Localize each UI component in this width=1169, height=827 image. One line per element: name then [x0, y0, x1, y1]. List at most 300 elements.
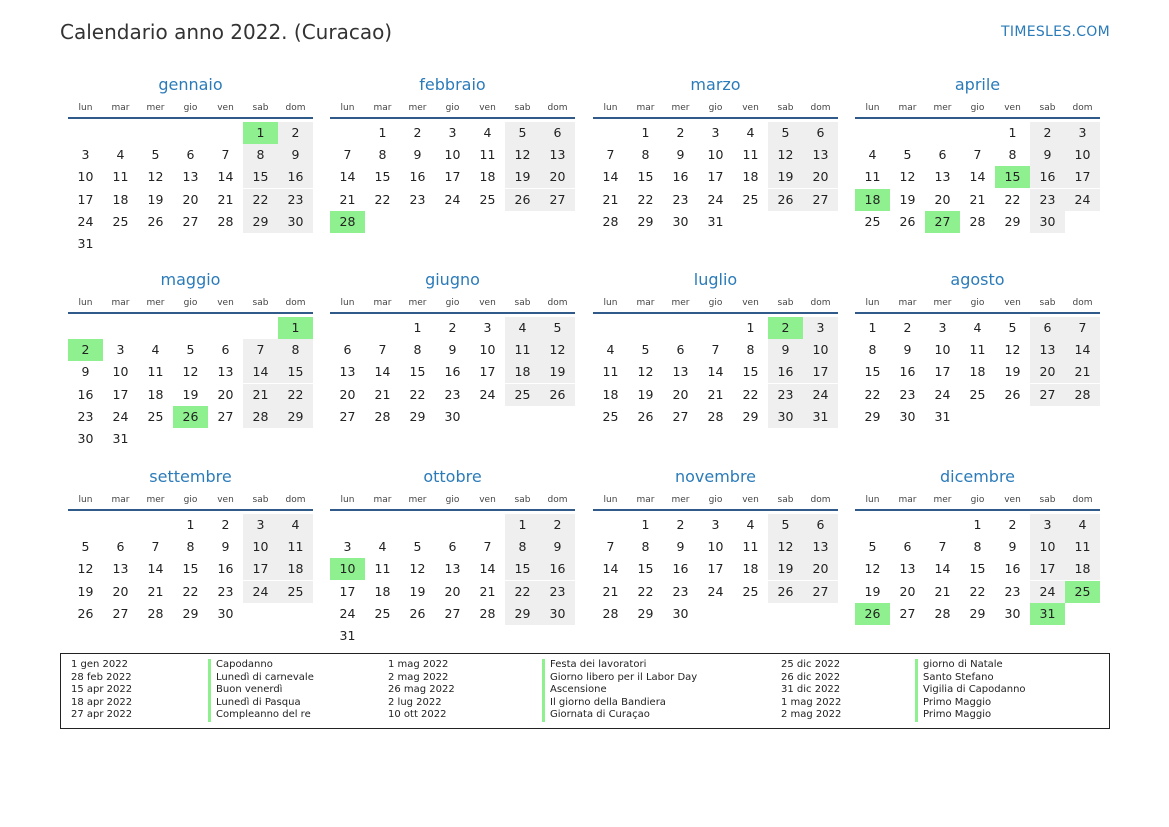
legend-holiday-name: Buon venerdì	[208, 684, 314, 697]
day-cell: 22	[505, 581, 540, 603]
day-cell: 10	[1065, 144, 1100, 166]
weekday-header: ven	[217, 495, 234, 505]
day-cell: 14	[602, 169, 619, 185]
day-cell: 5	[81, 539, 90, 555]
day-cell: 6	[186, 147, 195, 163]
day-cell: 19	[505, 166, 540, 188]
month-name: gennaio	[158, 75, 223, 94]
day-cell: 14	[969, 169, 986, 185]
holiday-day-cell: 25	[1065, 581, 1100, 603]
weekday-header: dom	[285, 103, 306, 113]
weekday-header: ven	[742, 298, 759, 308]
day-cell: 23	[77, 408, 94, 424]
legend-dates-col-3	[781, 659, 841, 722]
day-cell: 20	[540, 166, 575, 188]
day-cell: 10	[934, 342, 951, 358]
weekday-header: gio	[183, 298, 198, 308]
weekday-header: dom	[285, 495, 306, 505]
day-cell: 21	[339, 191, 356, 207]
weekday-header: ven	[479, 298, 496, 308]
day-cell: 28	[707, 408, 724, 424]
day-cell: 30	[768, 406, 803, 428]
month-name: luglio	[693, 270, 738, 289]
day-cell: 21	[243, 384, 278, 406]
day-cell: 16	[768, 361, 803, 383]
day-cell: 21	[707, 386, 724, 402]
day-cell: 23	[444, 386, 461, 402]
legend-holiday-name: Lunedì di Pasqua	[208, 697, 314, 710]
day-cell: 2	[278, 122, 313, 144]
day-cell: 15	[637, 169, 654, 185]
day-cell: 25	[505, 384, 540, 406]
day-cell: 2	[540, 514, 575, 536]
weekday-header: ven	[742, 103, 759, 113]
weekday-header: gio	[183, 495, 198, 505]
weekday-header: lun	[340, 495, 355, 505]
weekday-header: gio	[970, 495, 985, 505]
month-divider	[855, 117, 1100, 119]
day-cell: 10	[707, 147, 724, 163]
weekday-header: mer	[146, 103, 165, 113]
day-cell: 22	[742, 386, 759, 402]
day-cell: 20	[182, 191, 199, 207]
day-cell: 3	[1030, 514, 1065, 536]
day-cell: 12	[768, 144, 803, 166]
legend-dates-col-2	[388, 659, 455, 722]
day-cell: 16	[672, 561, 689, 577]
day-cell: 16	[672, 169, 689, 185]
month-name: novembre	[674, 467, 757, 486]
day-cell: 30	[217, 605, 234, 621]
day-cell: 17	[707, 561, 724, 577]
day-cell: 1	[1008, 125, 1017, 140]
day-cell: 19	[147, 191, 164, 207]
month-divider	[68, 312, 313, 314]
day-cell: 29	[409, 408, 426, 424]
day-cell: 24	[479, 386, 496, 402]
weekday-header: mar	[898, 495, 917, 505]
day-cell: 11	[1065, 536, 1100, 558]
day-cell: 19	[637, 386, 654, 402]
day-cell: 1	[186, 517, 195, 532]
legend-date: 18 apr 2022	[71, 696, 133, 708]
day-cell: 1	[505, 514, 540, 536]
day-cell: 17	[444, 169, 461, 185]
day-cell: 2	[448, 320, 457, 335]
day-cell: 8	[641, 147, 650, 163]
day-cell: 25	[742, 191, 759, 207]
day-cell: 18	[969, 364, 986, 380]
day-cell: 10	[77, 169, 94, 185]
legend-date: 2 lug 2022	[388, 696, 442, 708]
day-cell: 18	[374, 583, 391, 599]
day-cell: 1	[746, 320, 755, 335]
holiday-day-cell: 28	[330, 211, 365, 233]
day-cell: 6	[803, 122, 838, 144]
day-cell: 1	[973, 517, 982, 532]
day-cell: 17	[77, 191, 94, 207]
weekday-header: gio	[708, 495, 723, 505]
weekday-header: sab	[777, 103, 794, 113]
day-cell: 1	[641, 125, 650, 140]
weekday-header: mar	[111, 103, 130, 113]
weekday-header: mar	[898, 103, 917, 113]
day-cell: 9	[676, 539, 685, 555]
day-cell: 25	[742, 583, 759, 599]
day-cell: 3	[243, 514, 278, 536]
legend-holiday-name: Lunedì di carnevale	[208, 672, 314, 685]
day-cell: 13	[540, 144, 575, 166]
month-name: ottobre	[423, 467, 482, 486]
holiday-day-cell: 31	[1030, 603, 1065, 625]
day-cell: 7	[973, 147, 982, 163]
day-cell: 17	[479, 364, 496, 380]
day-cell: 7	[606, 147, 615, 163]
day-cell: 21	[147, 583, 164, 599]
day-cell: 11	[505, 339, 540, 361]
weekday-header: mer	[408, 298, 427, 308]
day-cell: 22	[409, 386, 426, 402]
day-cell: 24	[707, 583, 724, 599]
day-cell: 23	[768, 384, 803, 406]
day-cell: 29	[637, 213, 654, 229]
weekday-header: mer	[671, 298, 690, 308]
holiday-day-cell: 2	[68, 339, 103, 361]
day-cell: 7	[483, 539, 492, 555]
day-cell: 3	[803, 317, 838, 339]
day-cell: 7	[243, 339, 278, 361]
day-cell: 17	[707, 169, 724, 185]
day-cell: 6	[540, 122, 575, 144]
day-cell: 4	[868, 147, 877, 163]
weekday-header: mar	[111, 298, 130, 308]
day-cell: 5	[868, 539, 877, 555]
day-cell: 16	[409, 169, 426, 185]
day-cell: 24	[934, 386, 951, 402]
day-cell: 7	[1065, 317, 1100, 339]
day-cell: 17	[803, 361, 838, 383]
day-cell: 27	[217, 408, 234, 424]
weekday-header: dom	[1072, 298, 1093, 308]
weekday-header: lun	[865, 103, 880, 113]
day-cell: 20	[803, 166, 838, 188]
day-cell: 2	[676, 517, 685, 532]
weekday-header: sab	[252, 298, 269, 308]
day-cell: 5	[641, 342, 650, 358]
day-cell: 27	[803, 581, 838, 603]
weekday-header: mer	[933, 298, 952, 308]
day-cell: 23	[899, 386, 916, 402]
day-cell: 28	[602, 605, 619, 621]
day-cell: 7	[151, 539, 160, 555]
weekday-header: sab	[252, 495, 269, 505]
day-cell: 28	[602, 213, 619, 229]
day-cell: 24	[444, 191, 461, 207]
holiday-day-cell: 18	[855, 189, 890, 211]
day-cell: 13	[803, 144, 838, 166]
day-cell: 15	[374, 169, 391, 185]
day-cell: 27	[1030, 384, 1065, 406]
day-cell: 17	[934, 364, 951, 380]
day-cell: 18	[505, 361, 540, 383]
day-cell: 26	[899, 213, 916, 229]
legend-date: 1 mag 2022	[781, 696, 842, 708]
day-cell: 24	[339, 605, 356, 621]
day-cell: 4	[151, 342, 160, 358]
day-cell: 14	[479, 561, 496, 577]
day-cell: 16	[540, 558, 575, 580]
holiday-legend	[60, 653, 1110, 729]
month-name: maggio	[160, 270, 221, 289]
weekday-header: sab	[777, 298, 794, 308]
day-cell: 26	[540, 384, 575, 406]
day-cell: 29	[864, 408, 881, 424]
day-cell: 10	[803, 339, 838, 361]
weekday-header: sab	[514, 103, 531, 113]
day-cell: 3	[711, 517, 720, 532]
day-cell: 24	[243, 581, 278, 603]
legend-date: 2 mag 2022	[388, 671, 449, 683]
day-cell: 28	[217, 213, 234, 229]
weekday-header: lun	[603, 103, 618, 113]
day-cell: 30	[77, 431, 94, 446]
day-cell: 13	[1030, 339, 1065, 361]
day-cell: 30	[1030, 211, 1065, 233]
day-cell: 31	[803, 406, 838, 428]
day-cell: 11	[112, 169, 129, 185]
day-cell: 6	[116, 539, 125, 555]
day-cell: 26	[1004, 386, 1021, 402]
day-cell: 5	[186, 342, 195, 358]
day-cell: 25	[479, 191, 496, 207]
day-cell: 8	[973, 539, 982, 555]
legend-holiday-name: Capodanno	[208, 659, 314, 672]
day-cell: 20	[1030, 361, 1065, 383]
weekday-header: gio	[708, 103, 723, 113]
day-cell: 10	[112, 364, 129, 380]
month-name: agosto	[950, 270, 1005, 289]
weekday-header: mar	[373, 103, 392, 113]
day-cell: 17	[243, 558, 278, 580]
weekday-header: ven	[217, 298, 234, 308]
day-cell: 12	[77, 561, 94, 577]
day-cell: 24	[112, 408, 129, 424]
day-cell: 5	[505, 122, 540, 144]
day-cell: 1	[641, 517, 650, 532]
day-cell: 18	[112, 191, 129, 207]
day-cell: 25	[602, 408, 619, 424]
weekday-header: mer	[408, 103, 427, 113]
legend-holiday-name: Il giorno della Bandiera	[542, 697, 697, 710]
day-cell: 12	[637, 364, 654, 380]
month-name: settembre	[149, 467, 232, 486]
day-cell: 21	[934, 583, 951, 599]
month-divider	[855, 509, 1100, 511]
weekday-header: mar	[373, 298, 392, 308]
day-cell: 29	[1004, 213, 1021, 229]
day-cell: 23	[540, 581, 575, 603]
day-cell: 20	[217, 386, 234, 402]
day-cell: 23	[217, 583, 234, 599]
day-cell: 4	[606, 342, 615, 358]
weekday-header: gio	[183, 103, 198, 113]
day-cell: 14	[1065, 339, 1100, 361]
day-cell: 24	[803, 384, 838, 406]
day-cell: 4	[1065, 514, 1100, 536]
day-cell: 21	[217, 191, 234, 207]
weekday-header: gio	[970, 298, 985, 308]
day-cell: 1	[868, 320, 877, 335]
day-cell: 29	[969, 605, 986, 621]
day-cell: 6	[343, 342, 352, 358]
day-cell: 25	[969, 386, 986, 402]
day-cell: 8	[186, 539, 195, 555]
day-cell: 11	[742, 147, 759, 163]
day-cell: 30	[899, 408, 916, 424]
weekday-header: ven	[217, 103, 234, 113]
month-name: aprile	[954, 75, 1001, 94]
day-cell: 26	[768, 581, 803, 603]
day-cell: 19	[182, 386, 199, 402]
month-divider	[330, 312, 575, 314]
day-cell: 4	[746, 517, 755, 532]
legend-holiday-name: Giorno libero per il Labor Day	[542, 672, 697, 685]
day-cell: 15	[742, 364, 759, 380]
legend-date: 10 ott 2022	[388, 709, 447, 720]
weekday-header: ven	[742, 495, 759, 505]
holiday-day-cell: 1	[278, 317, 313, 339]
day-cell: 6	[938, 147, 947, 163]
day-cell: 6	[1030, 317, 1065, 339]
day-cell: 8	[746, 342, 755, 358]
day-cell: 29	[278, 406, 313, 428]
day-cell: 12	[147, 169, 164, 185]
day-cell: 5	[768, 122, 803, 144]
legend-names-col-3	[915, 659, 1026, 722]
holiday-day-cell: 26	[855, 603, 890, 625]
holiday-day-cell: 1	[243, 122, 278, 144]
weekday-header: mer	[933, 495, 952, 505]
day-cell: 5	[413, 539, 422, 555]
day-cell: 8	[378, 147, 387, 163]
day-cell: 2	[1030, 122, 1065, 144]
brand-link[interactable]: TIMESLES.COM	[1001, 24, 1110, 40]
weekday-header: sab	[514, 298, 531, 308]
day-cell: 28	[969, 213, 986, 229]
day-cell: 18	[602, 386, 619, 402]
day-cell: 13	[112, 561, 129, 577]
day-cell: 5	[903, 147, 912, 163]
day-cell: 21	[479, 583, 496, 599]
day-cell: 11	[602, 364, 619, 380]
legend-names-col-1	[208, 659, 314, 722]
day-cell: 3	[116, 342, 125, 358]
day-cell: 22	[374, 191, 391, 207]
day-cell: 12	[505, 144, 540, 166]
day-cell: 27	[339, 408, 356, 424]
legend-holiday-name: Primo Maggio	[915, 709, 1026, 722]
day-cell: 30	[1004, 605, 1021, 621]
day-cell: 28	[147, 605, 164, 621]
day-cell: 27	[672, 408, 689, 424]
day-cell: 23	[409, 191, 426, 207]
day-cell: 31	[77, 236, 94, 251]
weekday-header: lun	[340, 103, 355, 113]
day-cell: 26	[147, 213, 164, 229]
day-cell: 31	[339, 628, 356, 643]
day-cell: 20	[444, 583, 461, 599]
day-cell: 30	[444, 408, 461, 424]
weekday-header: mar	[373, 495, 392, 505]
day-cell: 9	[278, 144, 313, 166]
day-cell: 28	[243, 406, 278, 428]
day-cell: 13	[803, 536, 838, 558]
month-name: dicembre	[939, 467, 1016, 486]
day-cell: 3	[448, 125, 457, 140]
weekday-header: mar	[636, 103, 655, 113]
day-cell: 16	[217, 561, 234, 577]
day-cell: 23	[1030, 189, 1065, 211]
day-cell: 25	[112, 213, 129, 229]
day-cell: 22	[182, 583, 199, 599]
day-cell: 8	[243, 144, 278, 166]
weekday-header: dom	[285, 298, 306, 308]
day-cell: 29	[505, 603, 540, 625]
day-cell: 1	[413, 320, 422, 335]
day-cell: 11	[969, 342, 986, 358]
legend-date: 2 mag 2022	[781, 709, 842, 720]
day-cell: 26	[505, 189, 540, 211]
day-cell: 15	[505, 558, 540, 580]
day-cell: 30	[672, 213, 689, 229]
day-cell: 13	[217, 364, 234, 380]
weekday-header: mar	[111, 495, 130, 505]
day-cell: 22	[243, 189, 278, 211]
day-cell: 20	[672, 386, 689, 402]
day-cell: 16	[278, 166, 313, 188]
weekday-header: mer	[146, 298, 165, 308]
day-cell: 2	[903, 320, 912, 335]
day-cell: 9	[1008, 539, 1017, 555]
legend-date: 28 feb 2022	[71, 671, 132, 683]
day-cell: 17	[1065, 166, 1100, 188]
day-cell: 22	[637, 191, 654, 207]
weekday-header: ven	[1004, 298, 1021, 308]
day-cell: 31	[707, 213, 724, 229]
weekday-header: sab	[514, 495, 531, 505]
day-cell: 16	[77, 386, 94, 402]
day-cell: 5	[151, 147, 160, 163]
day-cell: 19	[1004, 364, 1021, 380]
day-cell: 2	[413, 125, 422, 140]
legend-holiday-name: Primo Maggio	[915, 697, 1026, 710]
legend-date: 31 dic 2022	[781, 684, 841, 695]
day-cell: 12	[864, 561, 881, 577]
day-cell: 16	[899, 364, 916, 380]
day-cell: 6	[803, 514, 838, 536]
day-cell: 8	[641, 539, 650, 555]
weekday-header: gio	[445, 298, 460, 308]
weekday-header: lun	[865, 298, 880, 308]
day-cell: 14	[374, 364, 391, 380]
day-cell: 14	[147, 561, 164, 577]
day-cell: 9	[1030, 144, 1065, 166]
day-cell: 10	[444, 147, 461, 163]
legend-date: 27 apr 2022	[71, 709, 133, 720]
day-cell: 6	[448, 539, 457, 555]
holiday-day-cell: 10	[330, 558, 365, 580]
month-divider	[593, 117, 838, 119]
